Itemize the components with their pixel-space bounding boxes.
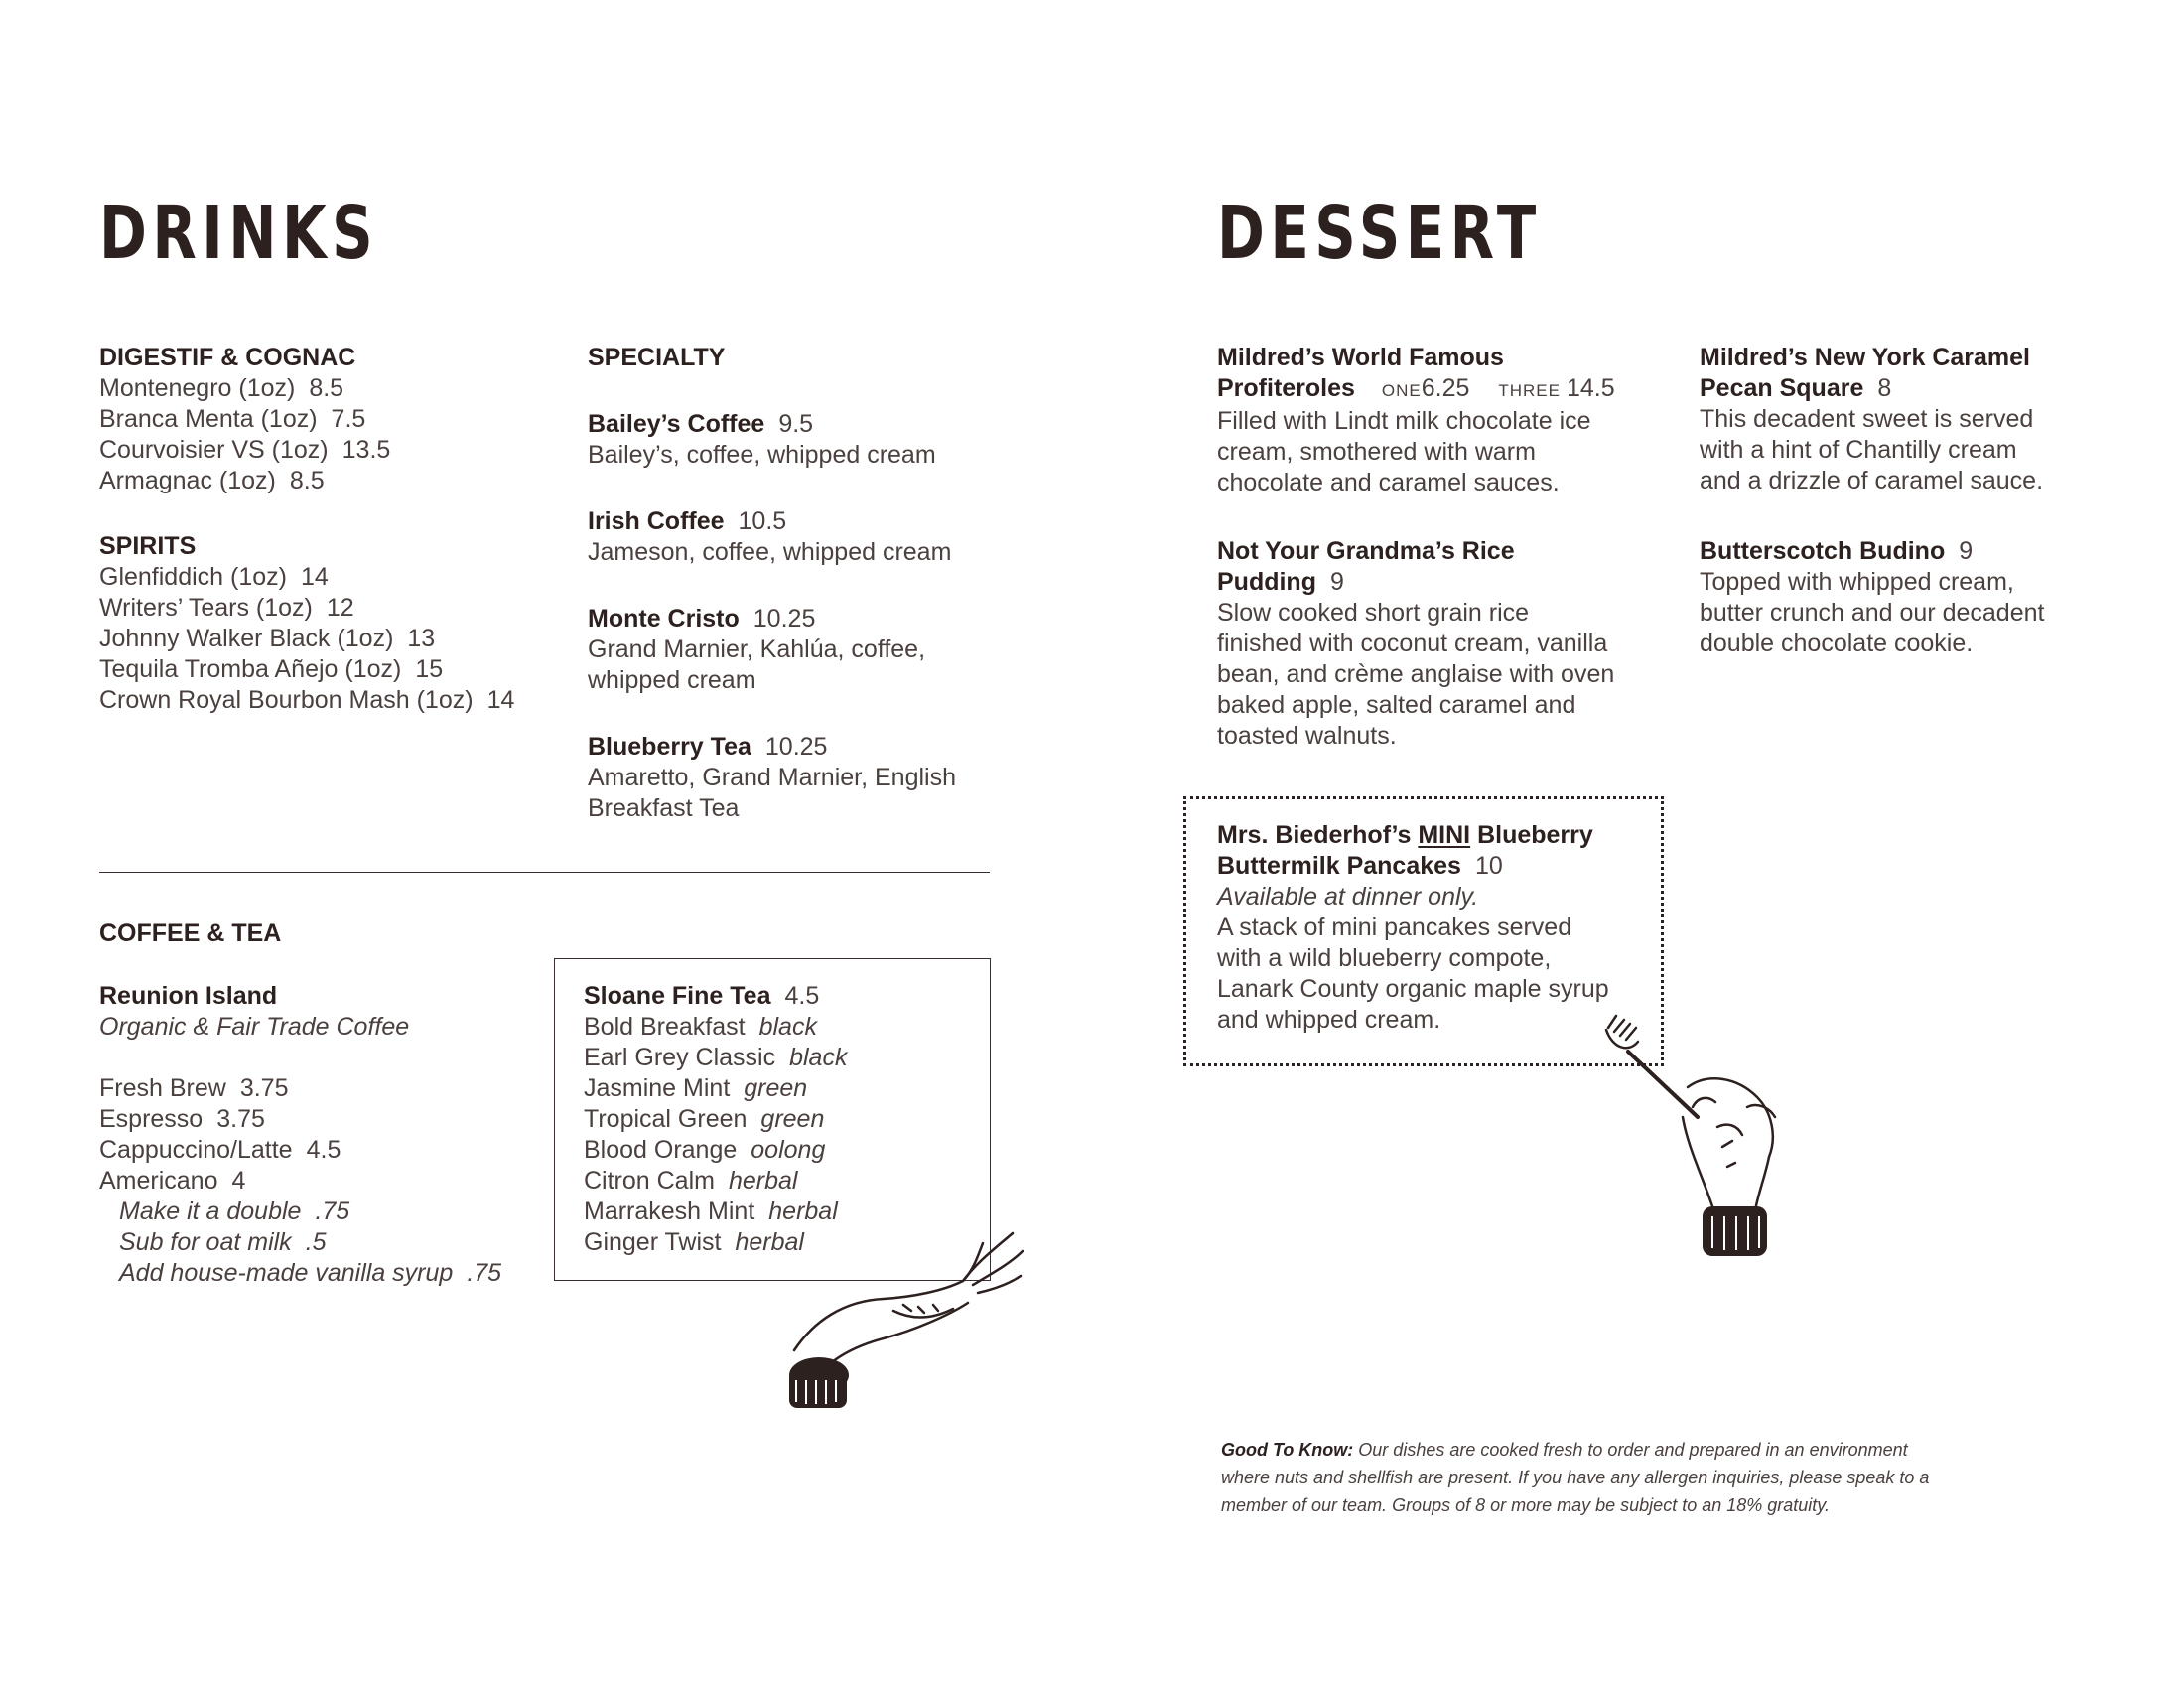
fork-icon — [1606, 1016, 1698, 1117]
item-note: Available at dinner only. — [1217, 883, 1479, 911]
cuff-icon — [789, 1357, 849, 1408]
tea-item: Bold Breakfast black — [584, 1013, 817, 1041]
item-name: Buttermilk Pancakes — [1217, 852, 1461, 880]
item-name: Mildred’s World Famous — [1217, 344, 1504, 371]
item-name: Mildred’s New York Caramel — [1700, 344, 2030, 371]
tea-item: Citron Calm herbal — [584, 1167, 798, 1195]
item-name: Pudding — [1217, 568, 1316, 596]
menu-item: Courvoisier VS (1oz) 13.5 — [99, 436, 391, 464]
item-desc: double chocolate cookie. — [1700, 630, 1974, 657]
tea-list — [584, 981, 847, 1258]
tea-brand: Sloane Fine Tea — [584, 982, 771, 1010]
specialty-item — [588, 732, 956, 824]
hand-illustration-left — [774, 1221, 1052, 1420]
item-name: Not Your Grandma’s Rice — [1217, 537, 1515, 565]
item-price: 10 — [1474, 852, 1503, 880]
item-desc: Breakfast Tea — [588, 794, 740, 822]
specialty-item — [588, 409, 936, 471]
specialty-header: SPECIALTY — [588, 344, 726, 371]
item-desc: Jameson, coffee, whipped cream — [588, 538, 952, 566]
item-name: Monte Cristo — [588, 605, 740, 633]
specialty-item — [588, 506, 951, 568]
item-price: 6.25 — [1421, 374, 1470, 402]
specialty-item — [588, 604, 925, 696]
menu-item: Crown Royal Bourbon Mash (1oz) 14 — [99, 686, 515, 714]
menu-item: Americano 4 — [99, 1167, 246, 1195]
item-desc: and a drizzle of caramel sauce. — [1700, 467, 2044, 494]
addon-item: Make it a double .75 — [119, 1197, 350, 1225]
item-desc: Bailey’s, coffee, whipped cream — [588, 441, 936, 469]
item-price: 9.5 — [778, 410, 814, 438]
note-text: member of our team. Groups of 8 or more may be subject to an 18% gratuity. — [1221, 1495, 1830, 1515]
coffee-brand-sub: Organic & Fair Trade Coffee — [99, 1013, 410, 1041]
tea-price: 4.5 — [784, 982, 820, 1010]
item-desc: Filled with Lindt milk chocolate ice — [1217, 407, 1591, 435]
tea-item: Tropical Green green — [584, 1105, 825, 1133]
item-desc: toasted walnuts. — [1217, 722, 1397, 750]
item-desc: Grand Marnier, Kahlúa, coffee, — [588, 635, 926, 663]
tea-item: Marrakesh Mint herbal — [584, 1197, 838, 1225]
item-price: 10.25 — [764, 733, 828, 761]
item-desc: whipped cream — [588, 666, 756, 694]
note-text: where nuts and shellfish are present. If you have any allergen inquiries, please speak to a — [1221, 1468, 1930, 1487]
dessert-item-pancakes — [1217, 820, 1609, 1036]
hand-with-fork-illustration — [1598, 1008, 1817, 1286]
item-desc: cream, smothered with warm — [1217, 438, 1536, 466]
item-price: 9 — [1329, 568, 1344, 596]
item-desc: Slow cooked short grain rice — [1217, 599, 1530, 627]
item-name: Bailey’s Coffee — [588, 410, 765, 438]
item-name: Mrs. Biederhof’s MINI Blueberry — [1217, 821, 1593, 849]
item-desc: with a wild blueberry compote, — [1217, 944, 1552, 972]
menu-item: Fresh Brew 3.75 — [99, 1074, 289, 1102]
tea-item: Blood Orange oolong — [584, 1136, 826, 1164]
item-name: Pecan Square — [1700, 374, 1864, 402]
coffee-tea-header: COFFEE & TEA — [99, 919, 282, 947]
item-price: 10.5 — [738, 507, 787, 535]
menu-item: Tequila Tromba Añejo (1oz) 15 — [99, 655, 444, 683]
specialty-section — [588, 343, 725, 373]
item-desc: finished with coconut cream, vanilla — [1217, 630, 1608, 657]
digestif-header: DIGESTIF & COGNAC — [99, 344, 356, 371]
note-label: Good To Know: — [1221, 1440, 1354, 1460]
menu-item: Johnny Walker Black (1oz) 13 — [99, 625, 436, 652]
dessert-item-profiteroles — [1217, 343, 1615, 498]
price-label: THREE — [1498, 381, 1561, 400]
item-price: 8 — [1877, 374, 1892, 402]
item-desc: and whipped cream. — [1217, 1006, 1441, 1034]
coffee-brand: Reunion Island — [99, 982, 278, 1010]
menu-item: Writers’ Tears (1oz) 12 — [99, 594, 354, 622]
dessert-title: DESSERT — [1217, 191, 1542, 276]
menu-item: Cappuccino/Latte 4.5 — [99, 1136, 341, 1164]
section-divider — [99, 872, 990, 873]
item-name: Irish Coffee — [588, 507, 725, 535]
addon-item: Add house-made vanilla syrup .75 — [119, 1259, 502, 1287]
spirits-header: SPIRITS — [99, 532, 197, 560]
coffee-list — [99, 981, 501, 1289]
item-desc: bean, and crème anglaise with oven — [1217, 660, 1615, 688]
item-price: 14.5 — [1566, 374, 1615, 402]
item-desc: with a hint of Chantilly cream — [1700, 436, 2017, 464]
item-desc: butter crunch and our decadent — [1700, 599, 2045, 627]
item-price: 9 — [1959, 537, 1974, 565]
spirits-section — [99, 531, 514, 716]
item-desc: A stack of mini pancakes served — [1217, 914, 1572, 941]
item-name: Blueberry Tea — [588, 733, 751, 761]
drinks-title: DRINKS — [99, 191, 379, 276]
coffee-tea-section — [99, 918, 281, 949]
dessert-item-rice-pudding — [1217, 536, 1614, 752]
item-desc: This decadent sweet is served — [1700, 405, 2034, 433]
digestif-section — [99, 343, 390, 496]
item-name: Butterscotch Budino — [1700, 537, 1946, 565]
item-desc: chocolate and caramel sauces. — [1217, 469, 1560, 496]
menu-item: Montenegro (1oz) 8.5 — [99, 374, 344, 402]
tea-item: Ginger Twist herbal — [584, 1228, 804, 1256]
addon-item: Sub for oat milk .5 — [119, 1228, 327, 1256]
item-desc: Topped with whipped cream, — [1700, 568, 2014, 596]
menu-item: Espresso 3.75 — [99, 1105, 265, 1133]
item-name: Profiteroles — [1217, 374, 1355, 402]
dessert-item-pecan-square — [1700, 343, 2043, 496]
item-desc: baked apple, salted caramel and — [1217, 691, 1576, 719]
tea-item: Jasmine Mint green — [584, 1074, 808, 1102]
cuff-icon — [1703, 1206, 1767, 1256]
item-desc: Amaretto, Grand Marnier, English — [588, 764, 956, 791]
item-desc: Lanark County organic maple syrup — [1217, 975, 1609, 1003]
menu-item: Glenfiddich (1oz) 14 — [99, 563, 329, 591]
menu-item: Branca Menta (1oz) 7.5 — [99, 405, 366, 433]
item-price: 10.25 — [752, 605, 816, 633]
good-to-know-note — [1221, 1436, 2095, 1519]
tea-item: Earl Grey Classic black — [584, 1044, 848, 1071]
price-label: ONE — [1381, 381, 1422, 400]
menu-item: Armagnac (1oz) 8.5 — [99, 467, 325, 494]
dessert-item-budino — [1700, 536, 2044, 659]
note-text: Our dishes are cooked fresh to order and prepared in an environment — [1353, 1440, 1908, 1460]
